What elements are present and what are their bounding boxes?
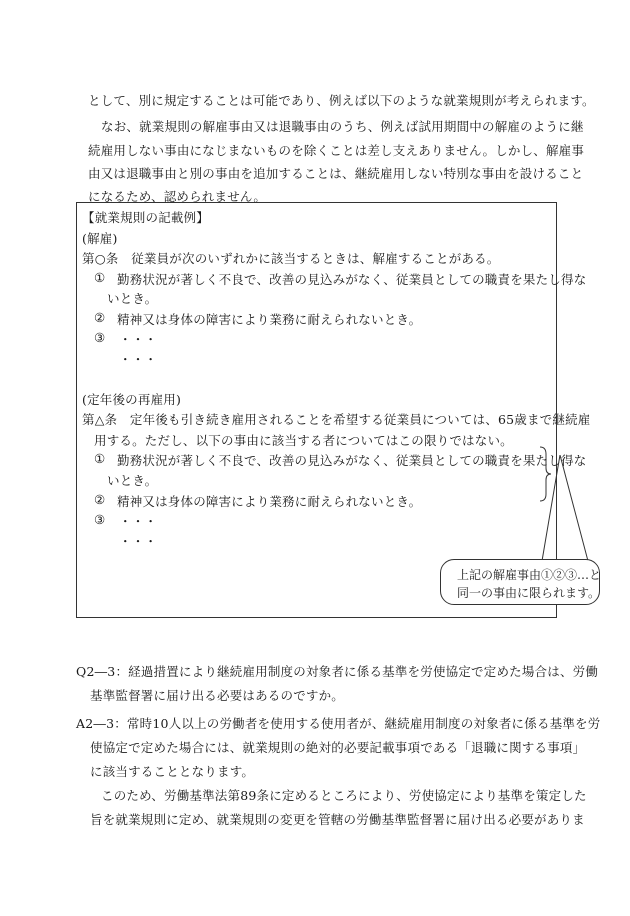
reemployment-item-2: 精神又は身体の障害により業務に耐えられないとき。 bbox=[117, 494, 422, 509]
callout-pointer bbox=[530, 455, 600, 565]
callout-line-1: 上記の解雇事由①②③…と bbox=[457, 568, 602, 582]
answer-paragraph-line-2: 旨を就業規則に定め、就業規則の変更を管轄の労働基準監督署に届け出る必要がありま bbox=[90, 812, 585, 827]
reemployment-article-line-1: 第△条 定年後も引き続き雇用されることを希望する従業員については、65歳まで継続雇 bbox=[82, 412, 591, 427]
intro-line-5: になるため、認められません。 bbox=[88, 189, 267, 204]
reemployment-item-3-dots: ・・・ bbox=[119, 514, 158, 529]
reemployment-item-1-line-1: 勤務状況が著しく不良で、改善の見込みがなく、従業員としての職責を果たし得な bbox=[117, 453, 587, 468]
answer-line-2: 使協定で定めた場合には、就業規則の絶対的必要記載事項である「退職に関する事項」 bbox=[90, 740, 586, 755]
answer-line-1: A2―3：常時10人以上の労働者を使用する使用者が、継続雇用制度の対象者に係る基準を労 bbox=[76, 716, 601, 731]
reemployment-item-1-line-2: いとき。 bbox=[107, 473, 158, 488]
intro-line-4: 由又は退職事由と別の事由を追加することは、継続雇用しない特別な事由を設けること bbox=[88, 166, 584, 181]
reemployment-dots: ・・・ bbox=[119, 534, 158, 549]
dismissal-article: 第○条 従業員が次のいずれかに該当するときは、解雇することがある。 bbox=[82, 251, 500, 266]
callout-line-2: 同一の事由に限られます。 bbox=[457, 586, 601, 600]
question-line-1: Q2―3：経過措置により継続雇用制度の対象者に係る基準を労使協定で定めた場合は、労働 bbox=[76, 664, 599, 679]
intro-line-3: 続雇用しない事由になじまないものを除くことは差し支えありません。しかし、解雇事 bbox=[88, 143, 585, 158]
dismissal-item-1-line-1: 勤務状況が著しく不良で、改善の見込みがなく、従業員としての職責を果たし得な bbox=[117, 272, 587, 287]
reemployment-title: (定年後の再雇用) bbox=[82, 392, 182, 407]
dismissal-item-1-line-2: いとき。 bbox=[107, 291, 158, 306]
dismissal-item-3-num: ③ bbox=[94, 330, 106, 345]
reemployment-article-line-2: 用する。ただし、以下の事由に該当する者についてはこの限りではない。 bbox=[94, 433, 513, 448]
example-heading: 【就業規則の記載例】 bbox=[82, 210, 210, 225]
dismissal-dots: ・・・ bbox=[119, 352, 158, 367]
intro-line-1: として、別に規定することは可能であり、例えば以下のような就業規則が考えられます。 bbox=[88, 93, 595, 108]
dismissal-item-2-num: ② bbox=[94, 310, 106, 325]
intro-line-2: なお、就業規則の解雇事由又は退職事由のうち、例えば試用期間中の解雇のように継 bbox=[101, 119, 584, 134]
reemployment-item-1-num: ① bbox=[94, 451, 106, 466]
question-line-2: 基準監督署に届け出る必要はあるのですか。 bbox=[90, 688, 345, 703]
answer-paragraph-line-1: このため、労働基準法第89条に定めるところにより、労使協定により基準を策定した bbox=[101, 788, 587, 803]
dismissal-item-2: 精神又は身体の障害により業務に耐えられないとき。 bbox=[117, 312, 422, 327]
dismissal-item-3-dots: ・・・ bbox=[119, 332, 158, 347]
reemployment-item-3-num: ③ bbox=[94, 512, 106, 527]
callout-bubble bbox=[440, 559, 600, 605]
dismissal-item-1-num: ① bbox=[94, 270, 106, 285]
reemployment-item-2-num: ② bbox=[94, 492, 106, 507]
dismissal-title: (解雇) bbox=[82, 231, 118, 246]
answer-line-3: に該当することとなります。 bbox=[90, 764, 255, 779]
